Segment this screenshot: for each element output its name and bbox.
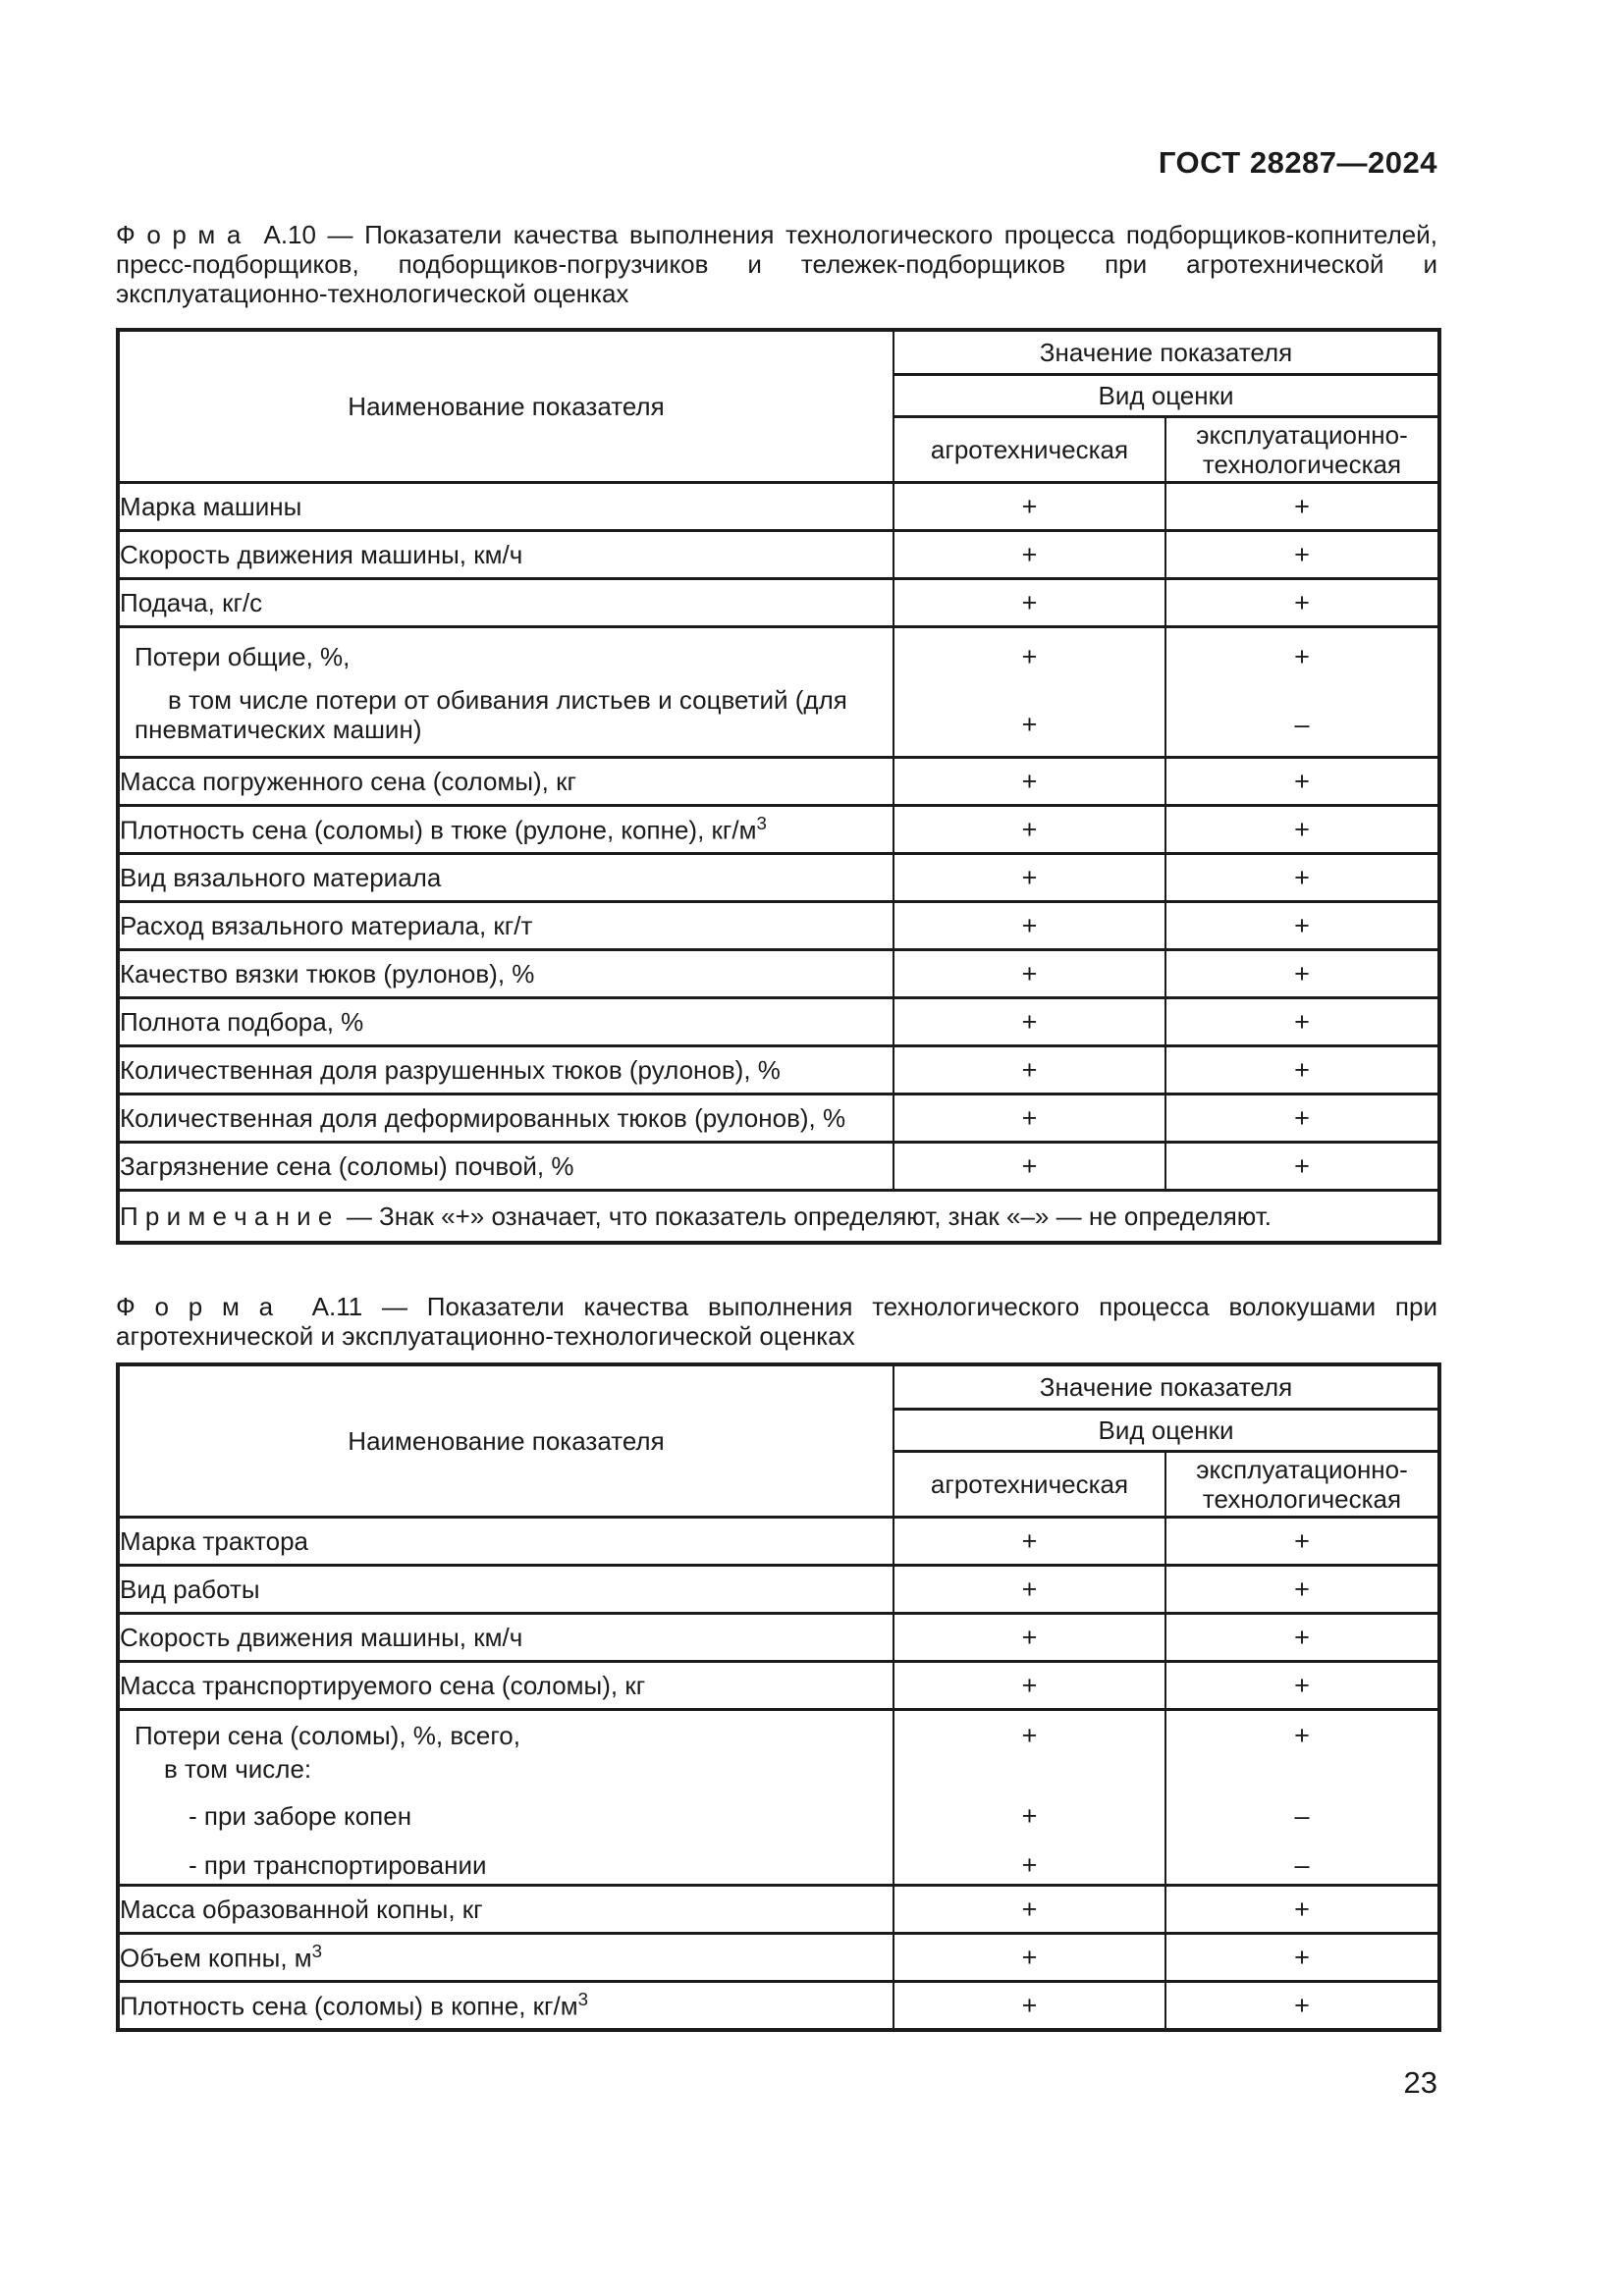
ekspl-mark: + bbox=[1165, 950, 1439, 998]
agro-mark: + bbox=[893, 806, 1165, 854]
ekspl-mark: + bbox=[1165, 579, 1439, 627]
ekspl-mark: + bbox=[1165, 1143, 1439, 1191]
ekspl-mark: + bbox=[1165, 1518, 1439, 1566]
row-name: Марка машины bbox=[118, 483, 893, 531]
table-row bbox=[118, 950, 1439, 998]
agro-mark: + bbox=[893, 950, 1165, 998]
row-name: Расход вязального материала, кг/т bbox=[118, 902, 893, 950]
ekspl-mark: + bbox=[1165, 531, 1439, 579]
ekspl-mark: – bbox=[1294, 1850, 1310, 1880]
agro-mark: + bbox=[893, 1046, 1165, 1095]
agro-mark: + bbox=[1021, 642, 1038, 671]
ekspl-mark: + bbox=[1165, 854, 1439, 902]
agro-mark: + bbox=[1021, 1850, 1038, 1880]
row-name: Плотность сена (соломы) в тюке (рулоне, копне), $кг/м^3$ bbox=[118, 806, 893, 854]
ekspl-mark: + bbox=[1165, 1886, 1439, 1934]
row-name: Марка трактора bbox=[118, 1518, 893, 1566]
column-header-agro: агротехническая bbox=[893, 1452, 1165, 1518]
table-row-multiline bbox=[118, 627, 1439, 758]
ekspl-mark: + bbox=[1165, 483, 1439, 531]
column-header-value: Значение показателя bbox=[893, 1364, 1439, 1410]
agro-mark: + bbox=[893, 998, 1165, 1046]
row-name: Качество вязки тюков (рулонов), % bbox=[118, 950, 893, 998]
form-a10-table bbox=[116, 328, 1441, 1245]
row-line: Потери общие, %, bbox=[135, 642, 351, 671]
table-row bbox=[118, 1934, 1439, 1982]
note-row bbox=[118, 1191, 1439, 1244]
agro-mark: + bbox=[893, 902, 1165, 950]
doc-number: ГОСТ 28287—2024 bbox=[1158, 145, 1437, 180]
ekspl-mark: + bbox=[1165, 1662, 1439, 1710]
agro-mark: + bbox=[893, 1662, 1165, 1710]
table-row bbox=[118, 758, 1439, 806]
row-name: Количественная доля деформированных тюков (рулонов), % bbox=[118, 1095, 893, 1143]
page-number: 23 bbox=[1403, 2065, 1437, 2100]
agro-mark-cell bbox=[893, 627, 1165, 758]
agro-mark: + bbox=[893, 579, 1165, 627]
table-row bbox=[118, 1662, 1439, 1710]
agro-mark: + bbox=[893, 531, 1165, 579]
form-a11-table bbox=[116, 1362, 1441, 2032]
ekspl-mark: – bbox=[1294, 1801, 1310, 1831]
row-subline: в том числе потери от обивания листьев и соцветий (для пневматических машин) bbox=[135, 685, 847, 744]
row-name: Вид работы bbox=[118, 1566, 893, 1614]
row-subline: - при заборе копен bbox=[189, 1801, 412, 1831]
header-row bbox=[118, 1364, 1439, 1410]
column-header-value: Значение показателя bbox=[893, 330, 1439, 375]
table-row bbox=[118, 998, 1439, 1046]
row-subline: в том числе: bbox=[164, 1754, 312, 1784]
ekspl-mark: + bbox=[1165, 1982, 1439, 2031]
ekspl-mark: + bbox=[1165, 1046, 1439, 1095]
table-row bbox=[118, 1143, 1439, 1191]
ekspl-mark: + bbox=[1165, 902, 1439, 950]
agro-mark: + bbox=[893, 1566, 1165, 1614]
ekspl-mark: + bbox=[1165, 1614, 1439, 1662]
column-header-name: Наименование показателя bbox=[118, 330, 893, 483]
table-row bbox=[118, 854, 1439, 902]
row-name: Скорость движения машины, км/ч bbox=[118, 531, 893, 579]
agro-mark: + bbox=[893, 854, 1165, 902]
row-name: Масса образованной копны, кг bbox=[118, 1886, 893, 1934]
ekspl-mark-cell bbox=[1165, 1710, 1439, 1886]
superscript: 3 bbox=[311, 1941, 323, 1962]
row-line: Потери сена (соломы), %, всего, bbox=[135, 1721, 520, 1750]
agro-mark: + bbox=[893, 1934, 1165, 1982]
row-name: Загрязнение сена (соломы) почвой, % bbox=[118, 1143, 893, 1191]
row-name: Плотность сена (соломы) в копне, $кг/м^3$ bbox=[118, 1982, 893, 2031]
table-row bbox=[118, 1046, 1439, 1095]
column-header-agro: агротехническая bbox=[893, 417, 1165, 483]
row-name: Полнота подбора, % bbox=[118, 998, 893, 1046]
ekspl-mark: + bbox=[1165, 1934, 1439, 1982]
column-header-name: Наименование показателя bbox=[118, 1364, 893, 1518]
row-name: Подача, кг/с bbox=[118, 579, 893, 627]
agro-mark-cell bbox=[893, 1710, 1165, 1886]
table-row bbox=[118, 902, 1439, 950]
agro-mark: + bbox=[893, 1518, 1165, 1566]
ekspl-mark: – bbox=[1294, 710, 1310, 739]
column-header-ekspl: эксплуатационно-технологическая bbox=[1165, 417, 1439, 483]
ekspl-mark: + bbox=[1165, 806, 1439, 854]
superscript: 3 bbox=[577, 1989, 589, 2010]
form-a10-caption: Ф о р м а А.10 — Показатели качества выполнения технологического процесса подборщиков-копнителей, пресс-подборщиков, подборщиков-погрузчиков и тележек-подборщиков при агротехнической и эксплуатационно-технологической оценках bbox=[116, 220, 1437, 308]
table-row bbox=[118, 1518, 1439, 1566]
ekspl-mark: + bbox=[1294, 1721, 1310, 1750]
column-header-kind: Вид оценки bbox=[893, 1410, 1439, 1452]
ekspl-mark: + bbox=[1165, 1566, 1439, 1614]
row-name bbox=[118, 627, 893, 758]
form-a11-caption: Ф о р м а А.11 — Показатели качества выполнения технологического процесса волокушами при агротехнической и эксплуатационно-технологической оценках bbox=[116, 1292, 1437, 1351]
agro-mark: + bbox=[1021, 1721, 1038, 1750]
header-row bbox=[118, 330, 1439, 375]
agro-mark: + bbox=[893, 1886, 1165, 1934]
column-header-kind: Вид оценки bbox=[893, 375, 1439, 417]
agro-mark: + bbox=[893, 483, 1165, 531]
row-name: Масса транспортируемого сена (соломы), кг bbox=[118, 1662, 893, 1710]
row-name: Количественная доля разрушенных тюков (рулонов), % bbox=[118, 1046, 893, 1095]
table-row bbox=[118, 1095, 1439, 1143]
table-row bbox=[118, 1886, 1439, 1934]
table-row bbox=[118, 1982, 1439, 2031]
ekspl-mark-cell bbox=[1165, 627, 1439, 758]
row-name: Объем копны, $м^3$ bbox=[118, 1934, 893, 1982]
agro-mark: + bbox=[1021, 1801, 1038, 1831]
table-row bbox=[118, 531, 1439, 579]
ekspl-mark: + bbox=[1165, 1095, 1439, 1143]
row-name bbox=[118, 1710, 893, 1886]
row-name: Масса погруженного сена (соломы), кг bbox=[118, 758, 893, 806]
table-note: П р и м е ч а н и е — Знак «+» означает, что показатель определяют, знак «–» — не определяют. bbox=[118, 1191, 1439, 1244]
table-row bbox=[118, 1566, 1439, 1614]
row-name: Скорость движения машины, км/ч bbox=[118, 1614, 893, 1662]
ekspl-mark: + bbox=[1165, 998, 1439, 1046]
superscript: 3 bbox=[756, 813, 767, 834]
table-row-multiline bbox=[118, 1710, 1439, 1886]
table-row bbox=[118, 483, 1439, 531]
row-name: Вид вязального материала bbox=[118, 854, 893, 902]
ekspl-mark: + bbox=[1294, 642, 1310, 671]
agro-mark: + bbox=[893, 1095, 1165, 1143]
table-row bbox=[118, 806, 1439, 854]
table-row bbox=[118, 1614, 1439, 1662]
table-row bbox=[118, 579, 1439, 627]
agro-mark: + bbox=[893, 758, 1165, 806]
agro-mark: + bbox=[1021, 710, 1038, 739]
column-header-ekspl: эксплуатационно-технологическая bbox=[1165, 1452, 1439, 1518]
agro-mark: + bbox=[893, 1614, 1165, 1662]
agro-mark: + bbox=[893, 1143, 1165, 1191]
agro-mark: + bbox=[893, 1982, 1165, 2031]
row-subline: - при транспортировании bbox=[189, 1850, 487, 1880]
ekspl-mark: + bbox=[1165, 758, 1439, 806]
